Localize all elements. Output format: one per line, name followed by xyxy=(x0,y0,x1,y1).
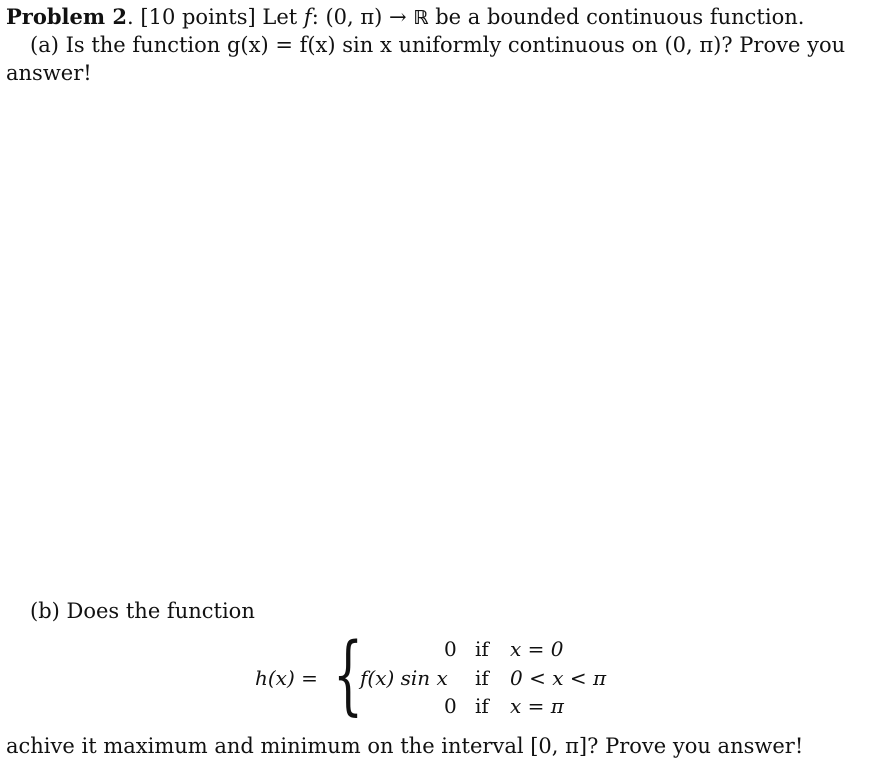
case-3-if: if xyxy=(475,694,489,718)
statement-post: be a bounded continuous function. xyxy=(435,5,805,29)
case-1-condition: x = 0 xyxy=(510,637,564,661)
part-a-line2: answer! xyxy=(6,61,92,85)
case-2-if: if xyxy=(475,666,489,690)
part-a-line1: (a) Is the function g(x) = f(x) sin x uniformly continuous on (0, π)? Prove you xyxy=(30,33,846,57)
problem-header: Problem 2. [10 points] Let f: (0, π) → ℝ be a bounded continuous function. xyxy=(6,4,805,29)
f-symbol: f xyxy=(303,5,312,29)
function-domain: : (0, π) → xyxy=(311,5,414,29)
case-2-condition: 0 < x < π xyxy=(510,666,607,690)
left-brace: { xyxy=(333,625,364,725)
statement-pre: Let xyxy=(262,5,298,29)
part-b-intro: (b) Does the function xyxy=(30,599,255,623)
case-3-value: 0 xyxy=(444,694,457,718)
case-1-if: if xyxy=(475,637,489,661)
case-2-value: f(x) sin x xyxy=(360,666,448,690)
case-1-value: 0 xyxy=(444,637,457,661)
reals-symbol: ℝ xyxy=(413,7,429,29)
problem-label: Problem 2 xyxy=(6,4,128,29)
case-3-condition: x = π xyxy=(510,694,564,718)
problem-points: [10 points] xyxy=(140,5,256,29)
h-label: h(x) = xyxy=(255,666,318,690)
part-b-closing: achive it maximum and minimum on the interval [0, π]? Prove you answer! xyxy=(6,734,804,758)
